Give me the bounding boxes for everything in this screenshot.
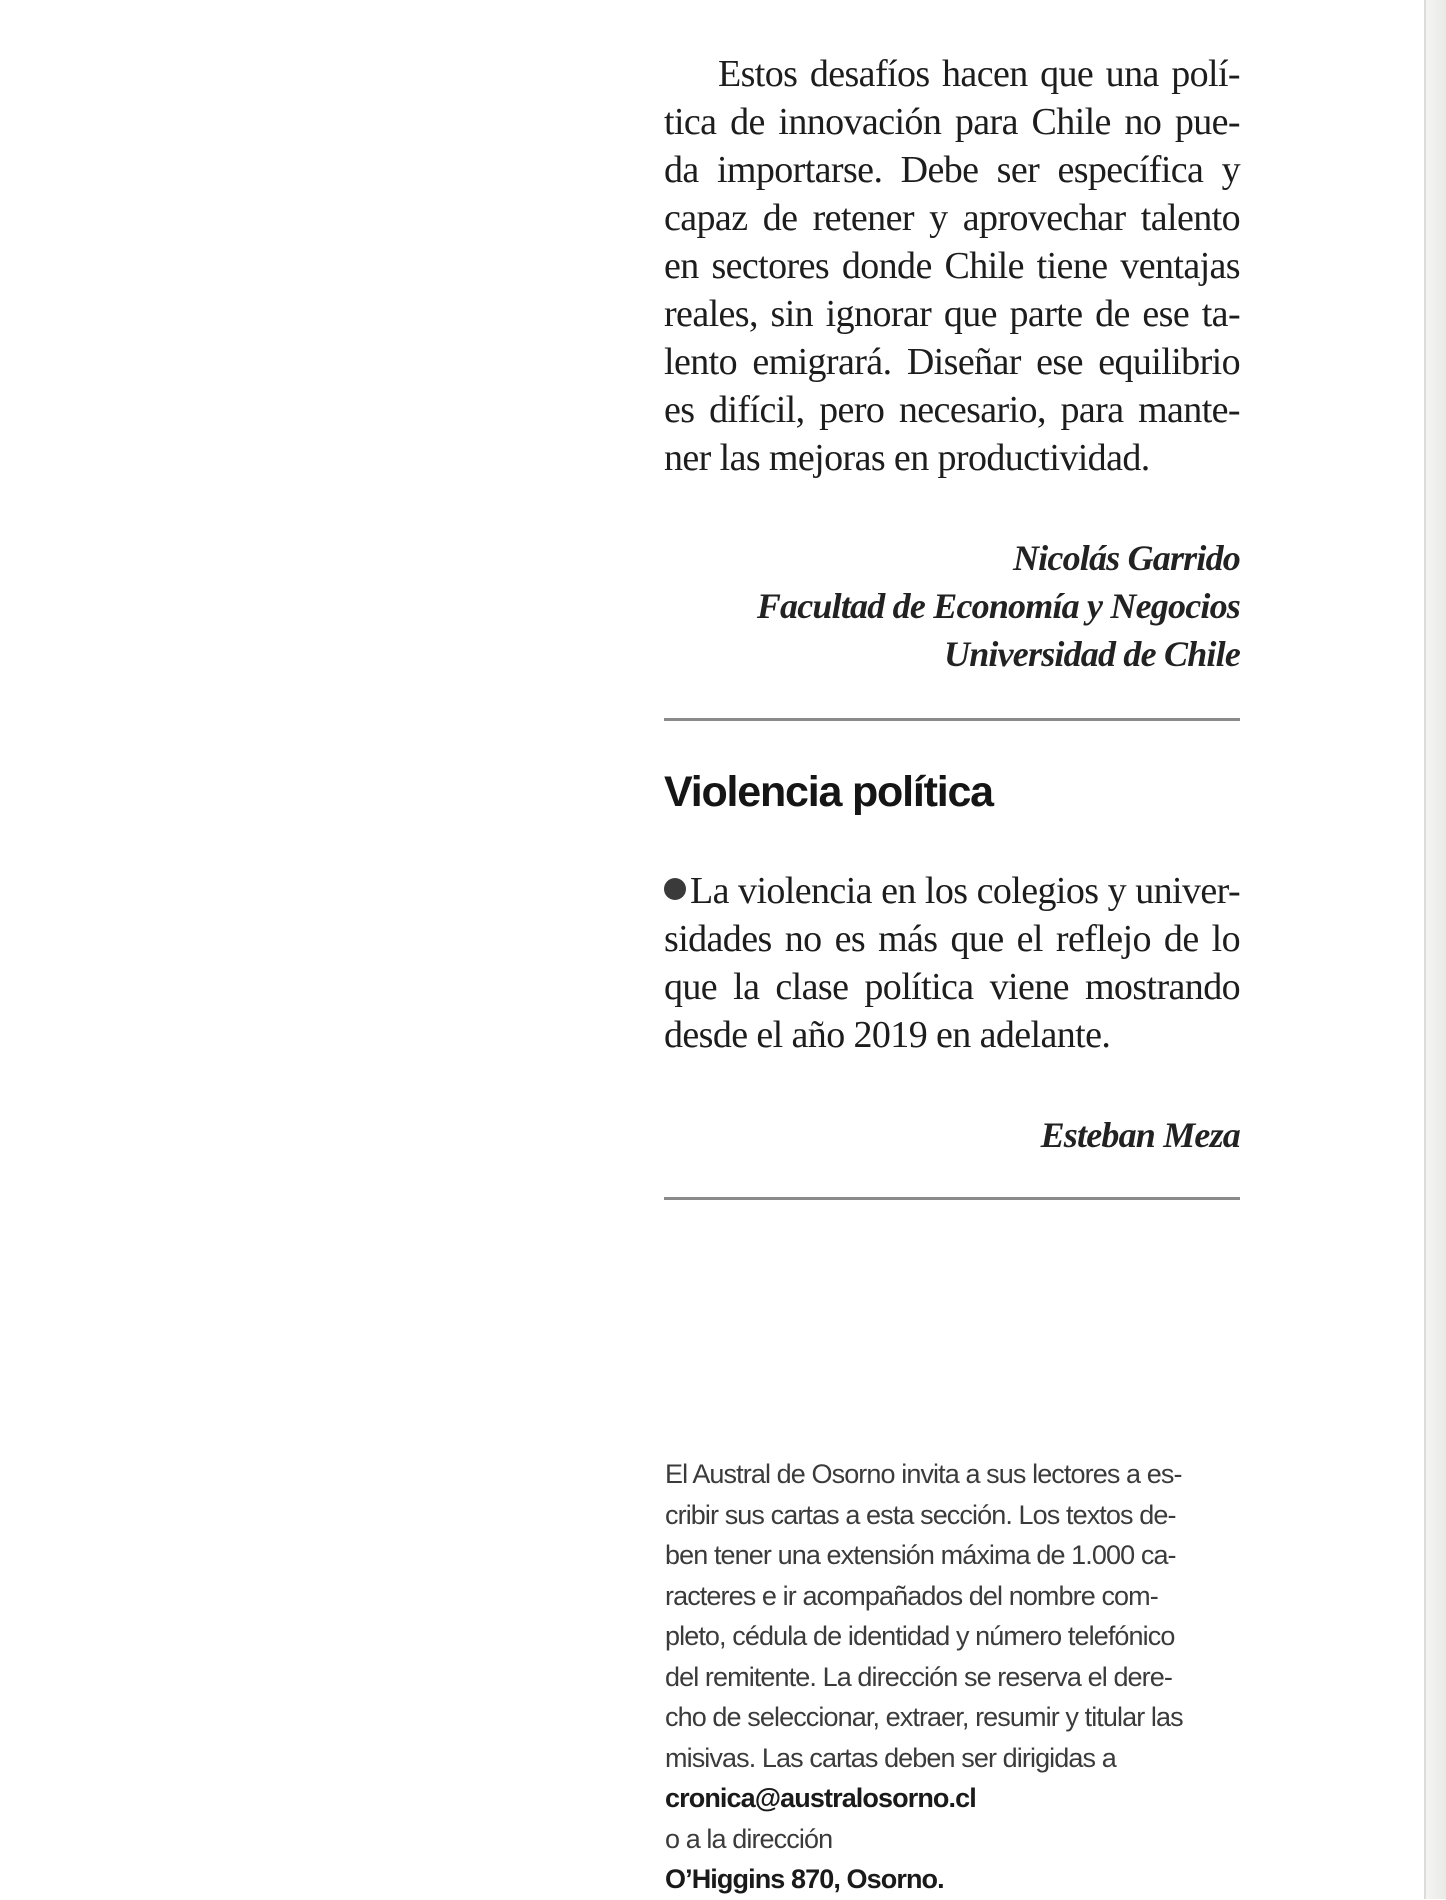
notice-line: del remitente. La dirección se reserva el dere- — [665, 1661, 1172, 1692]
section-divider — [664, 718, 1240, 721]
letter-innovacion-signature — [664, 534, 1240, 678]
letter-line: ner las mejoras en productividad. — [664, 437, 1150, 479]
notice-line: El Austral de Osorno invita a sus lectores a es- — [665, 1459, 1182, 1489]
notice-line: cribir sus cartas a esta sección. Los textos de- — [665, 1499, 1176, 1530]
notice-line: ben tener una extensión máxima de 1.000 ca- — [665, 1540, 1176, 1570]
contact-address: O’Higgins 870, Osorno. — [665, 1864, 944, 1894]
submission-notice — [665, 1454, 1245, 1900]
letter-title: Violencia política — [664, 768, 993, 816]
contact-email[interactable]: cronica@australosorno.cl — [665, 1783, 976, 1813]
author-affiliation: Facultad de Economía y Negocios — [756, 586, 1240, 626]
notice-line: racteres e ir acompañados del nombre com- — [665, 1580, 1158, 1611]
letter-line: lento emigrará. Diseñar ese equilibrio — [664, 341, 1240, 383]
letter-line: Estos desafíos hacen que una polí- — [718, 53, 1240, 95]
letters-column — [664, 50, 1240, 1200]
letter-line: es difícil, pero necesario, para mante- — [664, 389, 1240, 431]
author-affiliation: Universidad de Chile — [944, 634, 1240, 674]
address-intro: o a la dirección — [665, 1823, 833, 1854]
letter-innovacion-body — [664, 50, 1240, 482]
letter-line: capaz de retener y aprovechar talento — [664, 197, 1240, 239]
section-divider — [664, 1197, 1240, 1200]
letter-line: sidades no es más que el reflejo de lo — [664, 918, 1240, 960]
bullet-icon — [664, 878, 686, 900]
page-edge — [1424, 0, 1446, 1899]
letter-line: tica de innovación para Chile no pue- — [664, 101, 1240, 143]
letter-line: reales, sin ignorar que parte de ese ta- — [664, 293, 1240, 335]
notice-line: pleto, cédula de identidad y número telefónico — [665, 1621, 1175, 1651]
notice-line: misivas. Las cartas deben ser dirigidas a — [665, 1742, 1116, 1773]
author-name: Nicolás Garrido — [1012, 538, 1240, 578]
letter-line — [664, 867, 1240, 915]
letter-violencia-body — [664, 867, 1240, 1059]
letter-line: da importarse. Debe ser específica y — [664, 149, 1240, 191]
letter-violencia-signature — [664, 1111, 1240, 1159]
letter-line: en sectores donde Chile tiene ventajas — [664, 245, 1240, 287]
notice-line: cho de seleccionar, extraer, resumir y titular las — [665, 1702, 1183, 1732]
author-name: Esteban Meza — [1040, 1115, 1240, 1155]
letter-line-text: La violencia en los colegios y univer- — [690, 870, 1240, 912]
letter-line: desde el año 2019 en adelante. — [664, 1014, 1111, 1056]
letter-line: que la clase política viene mostrando — [664, 966, 1240, 1008]
